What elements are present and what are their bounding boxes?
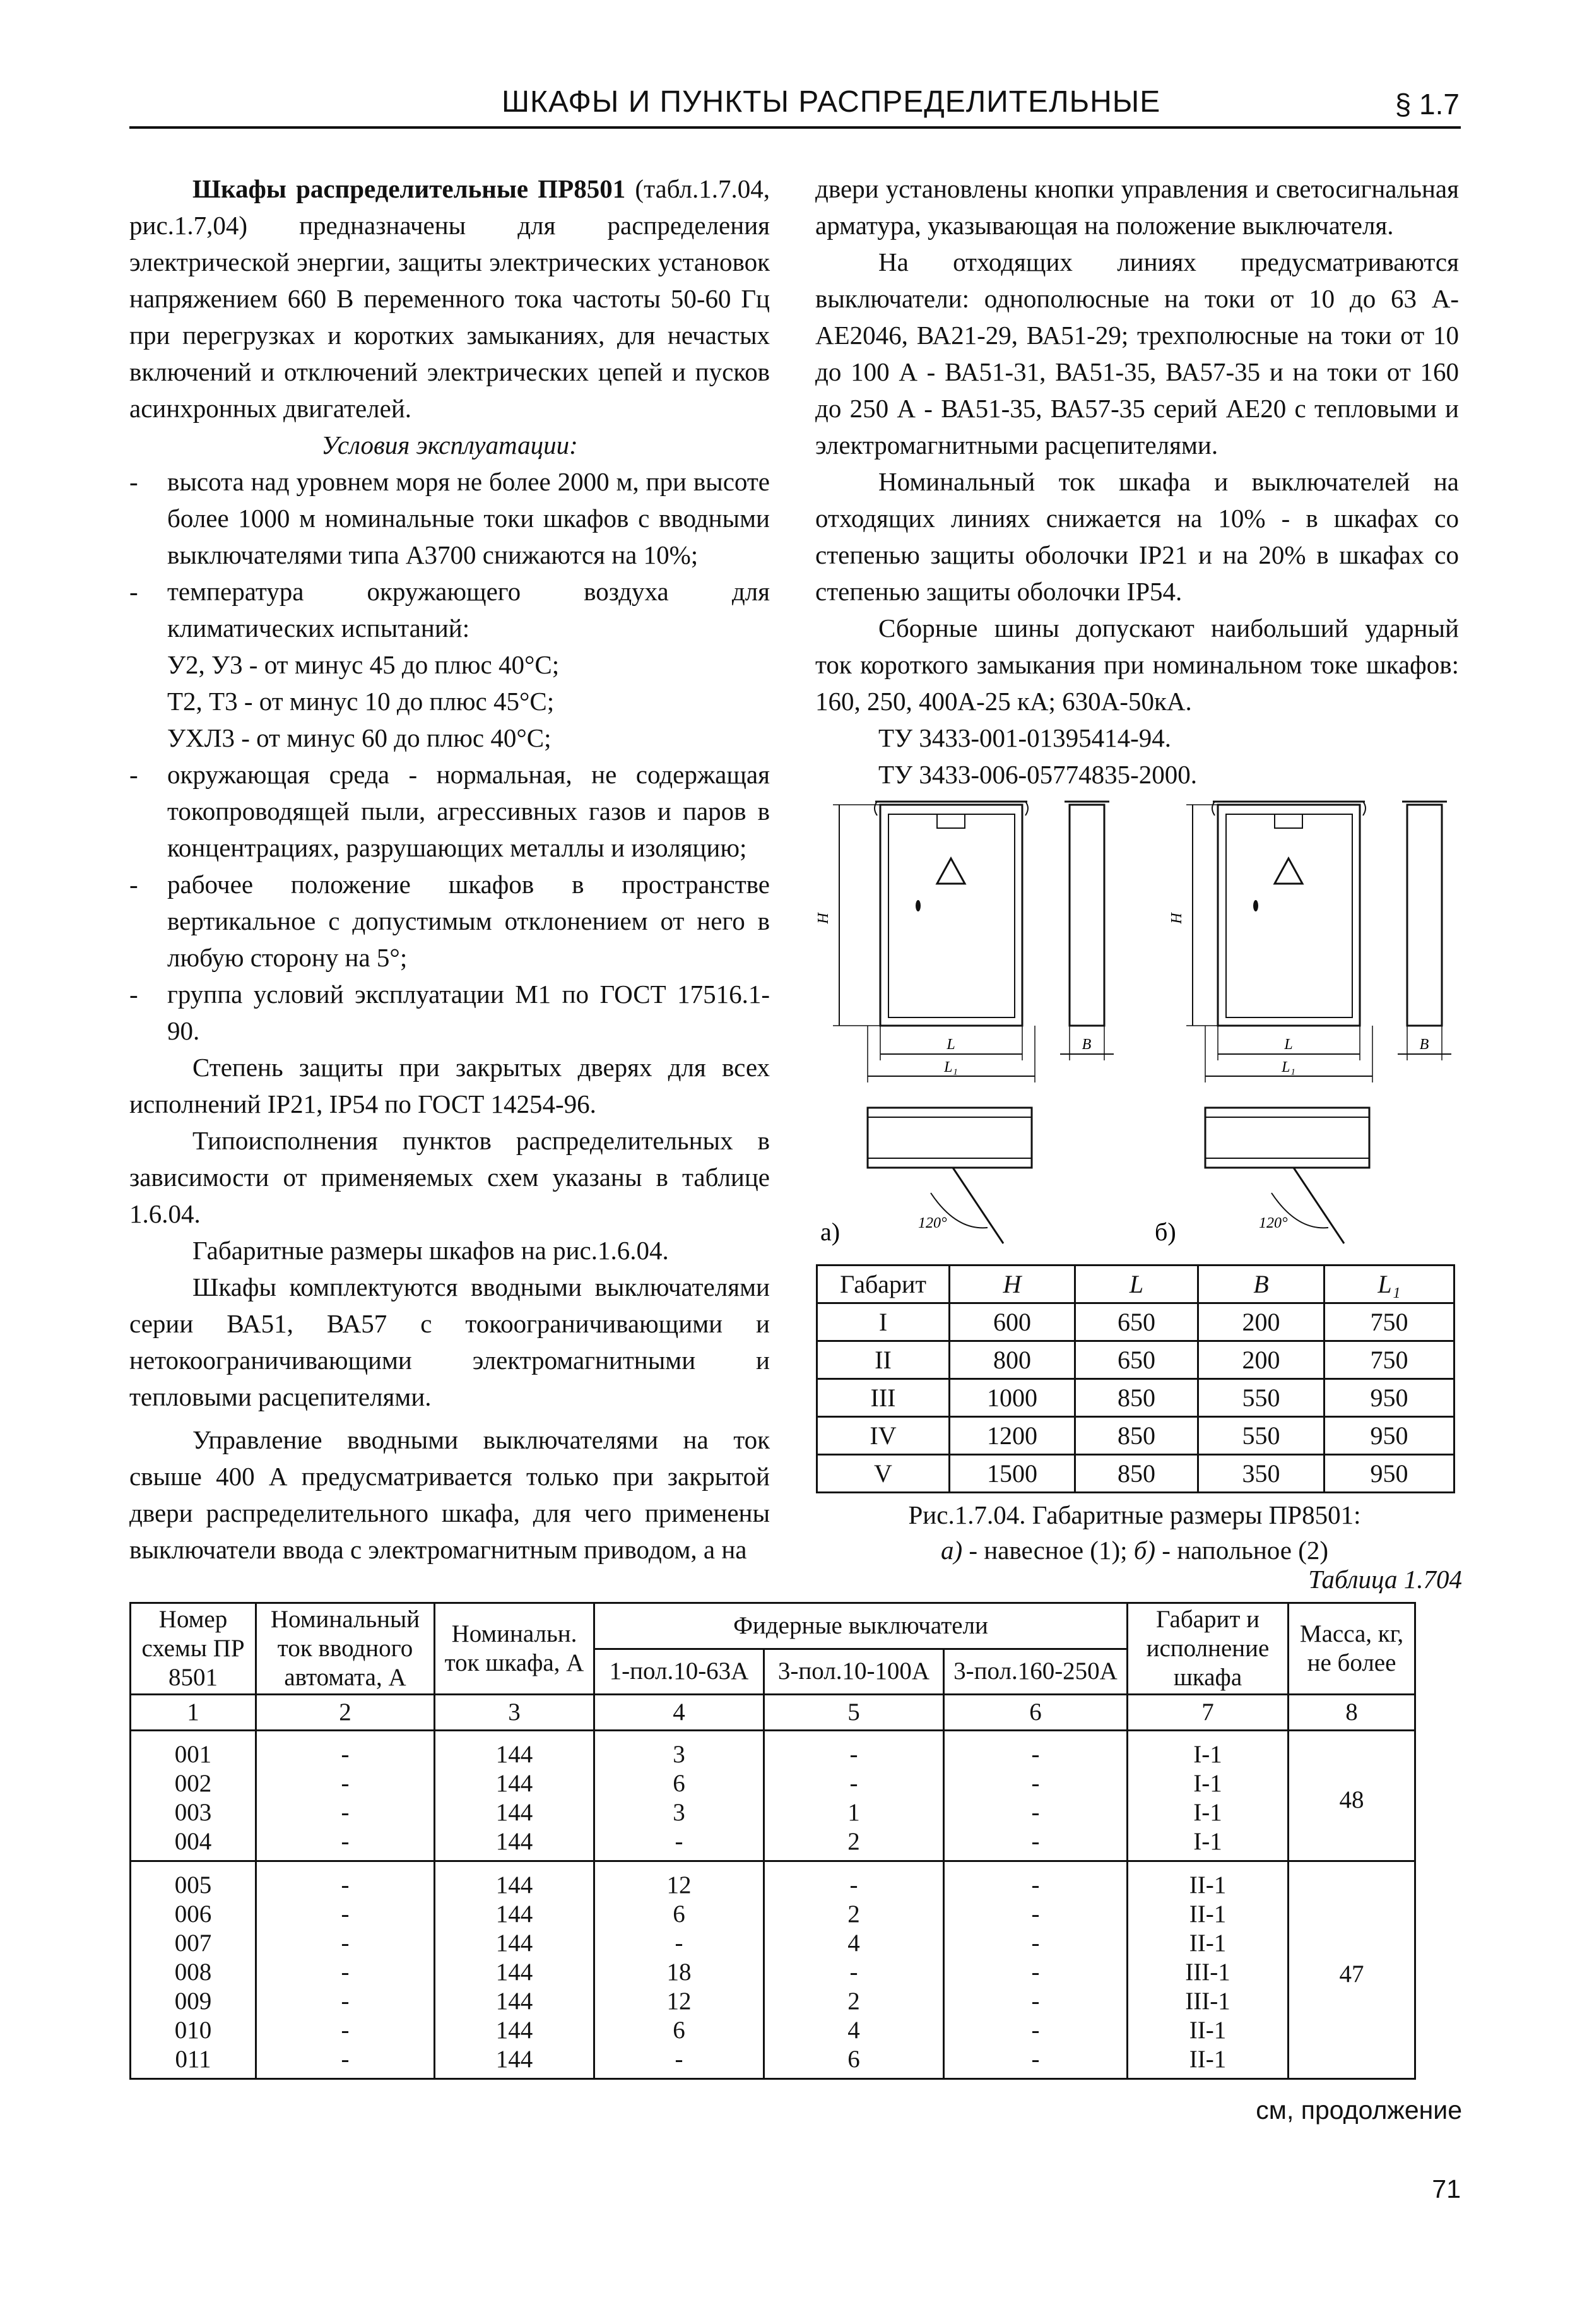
table-row: [817, 1379, 1454, 1417]
temp-line-t2: Т2, Т3 - от минус 10 до плюс 45°С;: [167, 687, 555, 716]
table-cell: 350: [1198, 1455, 1324, 1493]
table-cell: -: [256, 1827, 435, 1861]
table-cell: I: [817, 1303, 950, 1341]
temp-line-u2: У2, У3 - от минус 45 до плюс 40°С;: [167, 650, 560, 679]
table-cell: 144: [435, 1958, 594, 1987]
column-number: 1: [131, 1695, 256, 1731]
table-cell: -: [944, 2045, 1128, 2079]
table-cell: 3: [594, 1798, 764, 1827]
table-cell: 800: [950, 1341, 1075, 1379]
dim-l1-label-a: L₁: [944, 1059, 958, 1076]
types-paragraph: Типоисполнения пунктов распределительных в зависимости от применяемых схем указаны в таблице 1.6.04.: [129, 1126, 770, 1228]
table-cell: 4: [764, 1929, 944, 1958]
table-cell: II-1: [1128, 1861, 1289, 1900]
table-cell: 12: [594, 1987, 764, 2016]
table-row: [131, 1929, 1415, 1958]
table-row: [131, 1900, 1415, 1929]
condition-position: - рабочее положение шкафов в пространстве вертикальное с допустимым отклонением от него в любую сторону на 5°;: [129, 866, 770, 976]
table-cell: 850: [1075, 1379, 1198, 1417]
table-cell: 550: [1198, 1379, 1324, 1417]
table-cell: 650: [1075, 1303, 1198, 1341]
table-row: [131, 2045, 1415, 2079]
continuation-note: см, продолжение: [1256, 2096, 1462, 2125]
table-cell: 200: [1198, 1341, 1324, 1379]
table-cell: II-1: [1128, 2045, 1289, 2079]
table-header-row: [131, 1603, 1415, 1649]
product-name: Шкафы распределительные ПР8501: [192, 174, 626, 203]
door-paragraph: двери установлены кнопки управления и светосигнальная арматура, указывающая на положение выключателя.: [815, 174, 1459, 240]
table-cell: 1: [764, 1798, 944, 1827]
cabinet-drawing: [814, 789, 1464, 1262]
table-cell: -: [256, 1987, 435, 2016]
rated-current-paragraph: Номинальный ток шкафа и выключателей на отходящих линиях снижается на 10% - в шкафах со степенью защиты оболочки IP21 и на 20% в шкафах со степенью защиты оболочки IP54.: [815, 467, 1459, 606]
intro-text: (табл.1.7.04, рис.1.7,04) предназначены для распределения электрической энергии, защиты электрических установок напряжением 660 В переменного тока частоты 50-60 Гц при перегрузках и коротких замыканиях, для нечастых включений и отключений электрических цепей и пусков асинхронных двигателей.: [129, 174, 770, 423]
table-row: [131, 1861, 1415, 1900]
table-cell: 2: [764, 1827, 944, 1861]
table-row: [131, 1769, 1415, 1798]
tu-line-2: ТУ 3433-006-05774835-2000.: [878, 760, 1198, 789]
table-cell: -: [256, 1861, 435, 1900]
condition-environment: - окружающая среда - нормальная, не содержащая токопроводящей пыли, агрессивных газов и паров в концентрациях, разрушающих металлы и изоляцию;: [129, 756, 770, 866]
table-cell: 4: [764, 2016, 944, 2045]
column-number: 7: [1128, 1695, 1289, 1731]
table-cell: 6: [594, 1900, 764, 1929]
table-cell: -: [944, 2016, 1128, 2045]
table-row: [817, 1455, 1454, 1493]
table-row: [817, 1303, 1454, 1341]
page-number: 71: [1432, 2174, 1461, 2203]
tu-line-1: ТУ 3433-001-01395414-94.: [878, 723, 1172, 752]
mass-cell: 48: [1289, 1731, 1415, 1861]
table-cell: -: [764, 1731, 944, 1770]
dim-l-label-b: L: [1284, 1036, 1293, 1053]
dim-l-label-a: L: [947, 1036, 955, 1053]
table-cell: -: [944, 1929, 1128, 1958]
column-number: 2: [256, 1695, 435, 1731]
table-row: [131, 2016, 1415, 2045]
header-feeder-3pole-250: 3-пол.160-250А: [944, 1649, 1128, 1695]
table-cell: -: [594, 1929, 764, 1958]
table-cell: 12: [594, 1861, 764, 1900]
dim-header-l1: L₁: [1324, 1266, 1454, 1303]
table-cell: I-1: [1128, 1731, 1289, 1770]
header-size: Габарит и исполнение шкафа: [1128, 1603, 1289, 1695]
table-cell: -: [944, 1798, 1128, 1827]
mass-cell: 47: [1289, 1861, 1415, 2079]
dimensions-table: [816, 1264, 1455, 1493]
table-cell: 200: [1198, 1303, 1324, 1341]
table-cell: -: [764, 1861, 944, 1900]
table-cell: 144: [435, 1900, 594, 1929]
table-cell: 009: [131, 1987, 256, 2016]
table-cell: 950: [1324, 1379, 1454, 1417]
table-cell: 750: [1324, 1303, 1454, 1341]
dim-h-label-b: H: [1169, 913, 1185, 924]
table-cell: 011: [131, 2045, 256, 2079]
equipment-paragraph: Шкафы комплектуются вводными выключателями серии ВА51, ВА57 с токоограничивающими и нетокоограничивающими электромагнитными и тепловыми расцепителями.: [129, 1272, 770, 1411]
table-row: [131, 1731, 1415, 1770]
table-cell: -: [944, 1731, 1128, 1770]
table-cell: -: [256, 2016, 435, 2045]
dim-l1-label-b: L₁: [1282, 1059, 1295, 1076]
table-cell: 600: [950, 1303, 1075, 1341]
table-row: [817, 1341, 1454, 1379]
table-cell: -: [764, 1769, 944, 1798]
table-cell: 950: [1324, 1455, 1454, 1493]
table-cell: 003: [131, 1798, 256, 1827]
table-cell: II: [817, 1341, 950, 1379]
figure-caption: [816, 1497, 1453, 1568]
column-number: 8: [1289, 1695, 1415, 1731]
angle-label-b: 120°: [1259, 1215, 1288, 1231]
table-cell: 002: [131, 1769, 256, 1798]
dim-header-b: B: [1198, 1266, 1324, 1303]
table-cell: 6: [764, 2045, 944, 2079]
table-cell: 144: [435, 1798, 594, 1827]
table-cell: 1500: [950, 1455, 1075, 1493]
column-number: 5: [764, 1695, 944, 1731]
left-column: [129, 170, 770, 1568]
table-cell: 550: [1198, 1417, 1324, 1455]
table-cell: I-1: [1128, 1769, 1289, 1798]
table-cell: 010: [131, 2016, 256, 2045]
table-cell: V: [817, 1455, 950, 1493]
intro-paragraph: [129, 170, 770, 427]
table-cell: 144: [435, 1731, 594, 1770]
table-cell: III-1: [1128, 1987, 1289, 2016]
caption-title: Рис.1.7.04. Габаритные размеры ПР8501:: [908, 1500, 1361, 1529]
table-cell: -: [256, 1769, 435, 1798]
header-rated-current: Номинальн. ток шкафа, А: [435, 1603, 594, 1695]
table-cell: 750: [1324, 1341, 1454, 1379]
table-cell: 144: [435, 1827, 594, 1861]
table-cell: 650: [1075, 1341, 1198, 1379]
table-row: [131, 1958, 1415, 1987]
table-cell: -: [256, 1731, 435, 1770]
condition-altitude: - высота над уровнем моря не более 2000 м, при высоте более 1000 м номинальные токи шкафов с вводными выключателями типа А3700 снижаются на 10%;: [129, 463, 770, 573]
page-header: [129, 81, 1461, 129]
header-mass: Масса, кг, не более: [1289, 1603, 1415, 1695]
header-scheme-number: Номер схемы ПР 8501: [131, 1603, 256, 1695]
table-cell: I-1: [1128, 1798, 1289, 1827]
table-cell: 18: [594, 1958, 764, 1987]
table-cell: IV: [817, 1417, 950, 1455]
table-cell: 950: [1324, 1417, 1454, 1455]
table-cell: III: [817, 1379, 950, 1417]
table-cell: 2: [764, 1987, 944, 2016]
table-cell: -: [594, 2045, 764, 2079]
table-cell: 144: [435, 1929, 594, 1958]
table-cell: 001: [131, 1731, 256, 1770]
table-cell: 6: [594, 1769, 764, 1798]
table-row: [817, 1417, 1454, 1455]
running-title: ШКАФЫ И ПУНКТЫ РАСПРЕДЕЛИТЕЛЬНЫЕ: [502, 85, 1161, 119]
table-cell: -: [944, 1987, 1128, 2016]
table-cell: 144: [435, 2045, 594, 2079]
header-feeder-1pole: 1-пол.10-63А: [594, 1649, 764, 1695]
dim-h-label-a: H: [815, 913, 832, 924]
column-number: 4: [594, 1695, 764, 1731]
dimensions-header-row: [817, 1266, 1454, 1303]
header-feeders: Фидерные выключатели: [594, 1603, 1128, 1649]
table-cell: II-1: [1128, 1900, 1289, 1929]
header-input-current: Номинальный ток вводного автомата, А: [256, 1603, 435, 1695]
condition-group: - группа условий эксплуатации М1 по ГОСТ 17516.1-90.: [129, 976, 770, 1049]
table-cell: 850: [1075, 1417, 1198, 1455]
table-cell: -: [256, 1958, 435, 1987]
column-number: 3: [435, 1695, 594, 1731]
control-paragraph: Управление вводными выключателями на ток свыше 400 А предусматривается только при закрытой двери распределительного шкафа, для чего применены выключатели ввода с электромагнитным приводом, а на: [129, 1425, 770, 1564]
dim-header-l: L: [1075, 1266, 1198, 1303]
table-cell: 144: [435, 2016, 594, 2045]
column-number: 6: [944, 1695, 1128, 1731]
temp-line-uhl3: УХЛ3 - от минус 60 до плюс 40°С;: [167, 723, 552, 752]
table-cell: 007: [131, 1929, 256, 1958]
caption-a-label: а): [940, 1536, 963, 1565]
condition-temperature: - температура окружающего воздуха для климатических испытаний:: [129, 573, 770, 646]
table-cell: -: [944, 1900, 1128, 1929]
table-cell: I-1: [1128, 1827, 1289, 1861]
table-cell: 1200: [950, 1417, 1075, 1455]
table-row: [131, 1987, 1415, 2016]
table-cell: III-1: [1128, 1958, 1289, 1987]
table-cell: 850: [1075, 1455, 1198, 1493]
caption-b-text: - напольное (2): [1155, 1536, 1329, 1565]
header-feeder-3pole-100: 3-пол.10-100А: [764, 1649, 944, 1695]
table-cell: -: [256, 1900, 435, 1929]
dim-b-label-b: B: [1419, 1036, 1429, 1053]
table-row: [131, 1798, 1415, 1827]
dims-paragraph: Габаритные размеры шкафов на рис.1.6.04.: [192, 1236, 669, 1265]
dim-header-h: H: [950, 1266, 1075, 1303]
table-cell: -: [944, 1769, 1128, 1798]
table-cell: 144: [435, 1861, 594, 1900]
table-cell: -: [594, 1827, 764, 1861]
schemes-table: [129, 1602, 1416, 2080]
caption-legend: [816, 1533, 1453, 1568]
table-cell: -: [764, 1958, 944, 1987]
table-cell: II-1: [1128, 1929, 1289, 1958]
table-cell: -: [944, 1958, 1128, 1987]
table-cell: -: [256, 1929, 435, 1958]
table-cell: 144: [435, 1769, 594, 1798]
protection-paragraph: Степень защиты при закрытых дверях для всех исполнений IP21, IP54 по ГОСТ 14254-96.: [129, 1053, 770, 1118]
table-cell: 005: [131, 1861, 256, 1900]
table-cell: 1000: [950, 1379, 1075, 1417]
caption-a-text: - навесное (1);: [962, 1536, 1134, 1565]
table-cell: 008: [131, 1958, 256, 1987]
right-column: [815, 170, 1459, 793]
column-number-row: [131, 1695, 1415, 1731]
table-cell: 144: [435, 1987, 594, 2016]
table-cell: II-1: [1128, 2016, 1289, 2045]
dim-header-size: Габарит: [817, 1266, 950, 1303]
outgoing-lines-paragraph: На отходящих линиях предусматриваются выключатели: однополюсные на токи от 10 до 63 А-АЕ2046, ВА21-29, ВА51-29; трехполюсные на токи от 10 до 100 А - ВА51-31, ВА51-35, ВА57-35 и на токи от 160 до 250 А - ВА51-35, ВА57-35 серий АЕ20 с тепловыми и электромагнитными расцепителями.: [815, 247, 1459, 459]
table-cell: 004: [131, 1827, 256, 1861]
dim-b-label-a: B: [1082, 1036, 1092, 1053]
table-cell: -: [256, 2045, 435, 2079]
angle-label-a: 120°: [918, 1215, 947, 1231]
table-cell: 006: [131, 1900, 256, 1929]
busbar-paragraph: Сборные шины допускают наибольший ударный ток короткого замыкания при номинальном токе шкафов: 160, 250, 400А-25 кА; 630А-50кА.: [815, 614, 1459, 716]
view-a-label: а): [820, 1218, 841, 1246]
table-cell: -: [256, 1798, 435, 1827]
table-cell: 2: [764, 1900, 944, 1929]
table-cell: 3: [594, 1731, 764, 1770]
table-label: Таблица 1.704: [1308, 1565, 1462, 1594]
table-cell: 6: [594, 2016, 764, 2045]
table-row: [131, 1827, 1415, 1861]
table-cell: -: [944, 1827, 1128, 1861]
caption-b-label: б): [1133, 1536, 1156, 1565]
view-b-label: б): [1155, 1218, 1176, 1246]
conditions-title: Условия эксплуатации:: [321, 430, 578, 459]
section-number: § 1.7: [1395, 88, 1460, 121]
table-cell: -: [944, 1861, 1128, 1900]
